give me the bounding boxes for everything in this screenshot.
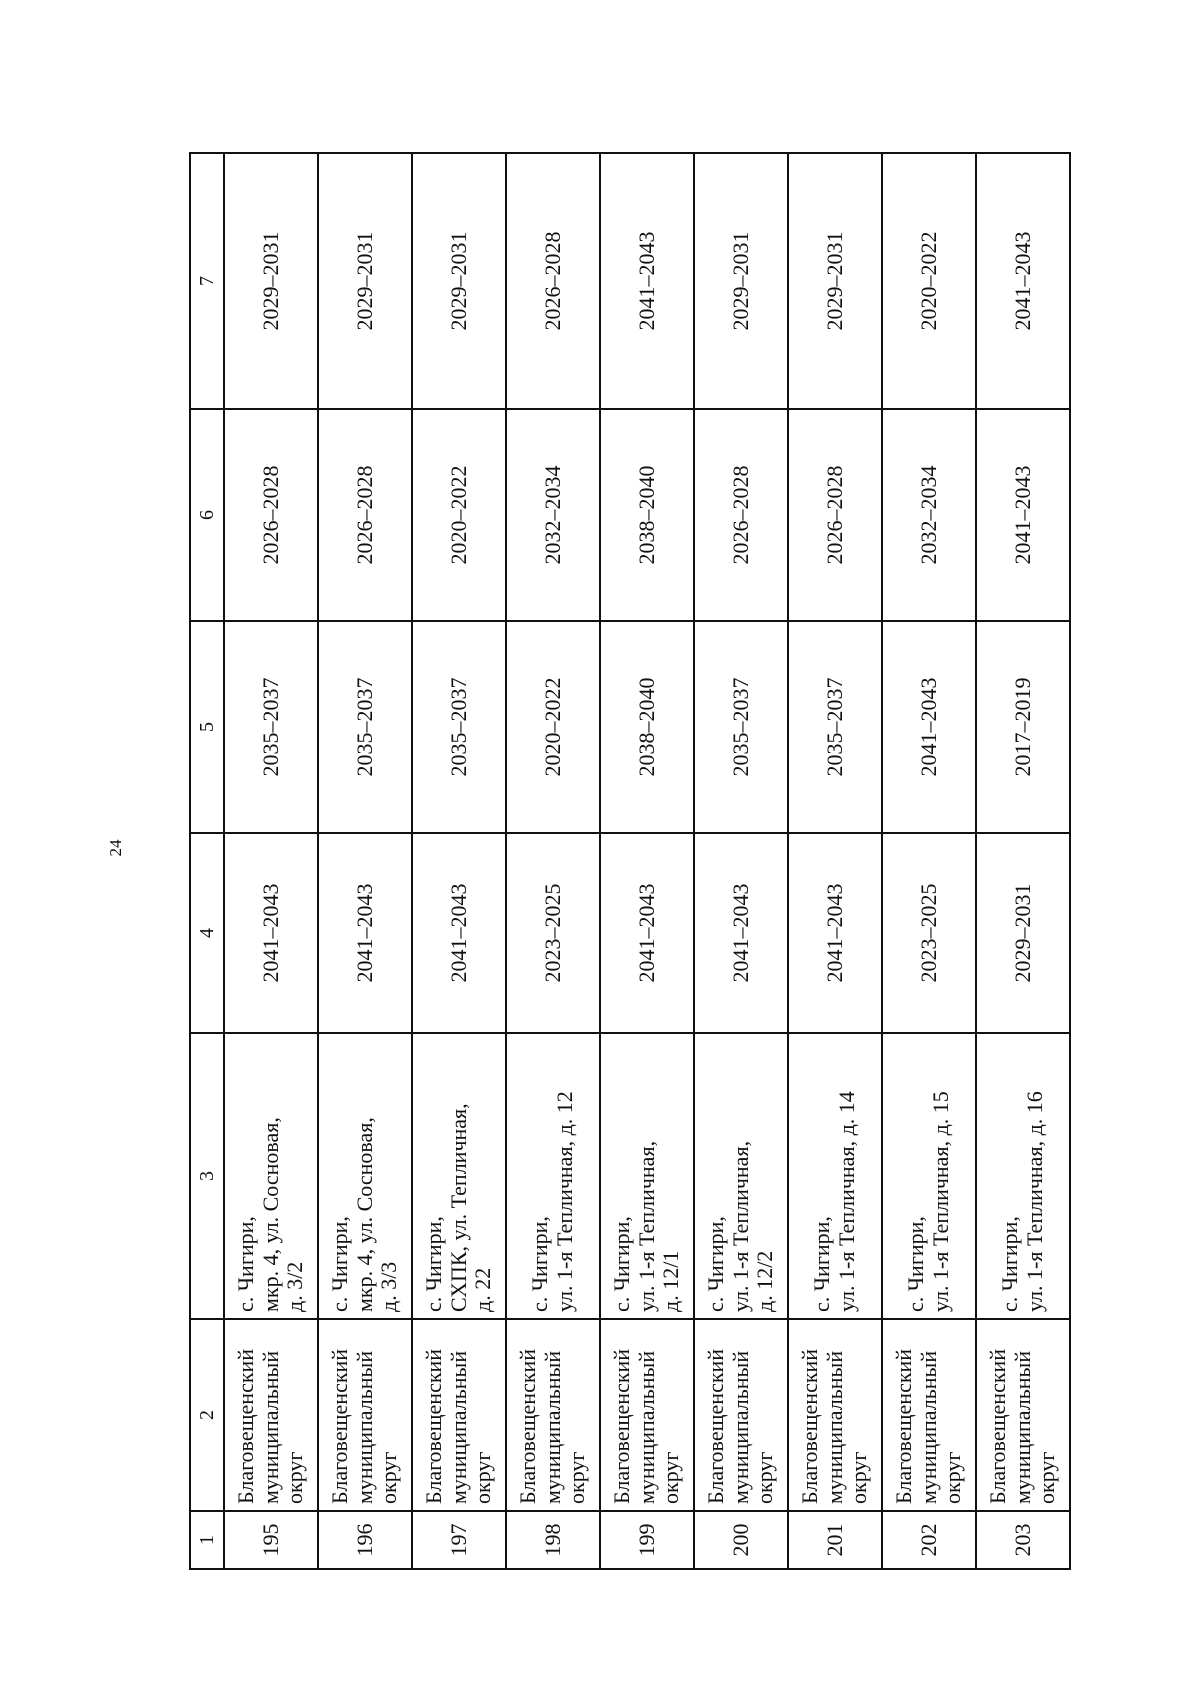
period-cell: 2035–2037	[412, 621, 506, 833]
table-row	[882, 153, 976, 1569]
period-cell: 2020–2022	[412, 409, 506, 621]
column-header: 1	[190, 1511, 224, 1569]
period-cell: 2035–2037	[788, 621, 882, 833]
table-row	[412, 153, 506, 1569]
period-cell: 2029–2031	[976, 833, 1070, 1033]
page-number: 24	[106, 839, 125, 857]
period-cell: 2026–2028	[694, 409, 788, 621]
row-number: 203	[976, 1511, 1070, 1569]
period-cell: 2038–2040	[600, 409, 694, 621]
address-cell: с. Чигири, ул. 1-я Тепличная, д. 12/2	[694, 1033, 788, 1319]
table-row	[694, 153, 788, 1569]
district-cell: Благовещенский муниципальный округ	[318, 1319, 412, 1511]
period-cell: 2026–2028	[318, 409, 412, 621]
period-cell: 2041–2043	[694, 833, 788, 1033]
rotated-table	[189, 154, 1071, 1570]
address-cell: с. Чигири, ул. 1-я Тепличная, д. 16	[976, 1033, 1070, 1319]
address-cell: с. Чигири, мкр. 4, ул. Сосновая, д. 3/2	[224, 1033, 318, 1319]
period-cell: 2041–2043	[882, 621, 976, 833]
period-cell: 2041–2043	[788, 833, 882, 1033]
column-header: 2	[190, 1319, 224, 1511]
period-cell: 2041–2043	[976, 153, 1070, 409]
period-cell: 2041–2043	[412, 833, 506, 1033]
district-cell: Благовещенский муниципальный округ	[600, 1319, 694, 1511]
column-header: 5	[190, 621, 224, 833]
period-cell: 2032–2034	[506, 409, 600, 621]
period-cell: 2035–2037	[224, 621, 318, 833]
column-header: 6	[190, 409, 224, 621]
row-number: 196	[318, 1511, 412, 1569]
table-header-row	[190, 153, 224, 1569]
period-cell: 2035–2037	[694, 621, 788, 833]
address-cell: с. Чигири, мкр. 4, ул. Сосновая, д. 3/3	[318, 1033, 412, 1319]
period-cell: 2023–2025	[506, 833, 600, 1033]
table-row	[788, 153, 882, 1569]
period-cell: 2041–2043	[318, 833, 412, 1033]
table-row	[976, 153, 1070, 1569]
period-cell: 2029–2031	[318, 153, 412, 409]
period-cell: 2035–2037	[318, 621, 412, 833]
district-cell: Благовещенский муниципальный округ	[412, 1319, 506, 1511]
period-cell: 2023–2025	[882, 833, 976, 1033]
district-cell: Благовещенский муниципальный округ	[224, 1319, 318, 1511]
address-cell: с. Чигири, ул. 1-я Тепличная, д. 15	[882, 1033, 976, 1319]
period-cell: 2026–2028	[506, 153, 600, 409]
period-cell: 2041–2043	[600, 153, 694, 409]
row-number: 199	[600, 1511, 694, 1569]
period-cell: 2029–2031	[224, 153, 318, 409]
period-cell: 2020–2022	[882, 153, 976, 409]
period-cell: 2026–2028	[788, 409, 882, 621]
period-cell: 2029–2031	[788, 153, 882, 409]
row-number: 200	[694, 1511, 788, 1569]
row-number: 201	[788, 1511, 882, 1569]
table-row	[506, 153, 600, 1569]
period-cell: 2038–2040	[600, 621, 694, 833]
period-cell: 2029–2031	[412, 153, 506, 409]
district-cell: Благовещенский муниципальный округ	[788, 1319, 882, 1511]
table-row	[318, 153, 412, 1569]
row-number: 195	[224, 1511, 318, 1569]
period-cell: 2041–2043	[224, 833, 318, 1033]
period-cell: 2041–2043	[976, 409, 1070, 621]
schedule-table	[189, 152, 1071, 1570]
table-row	[600, 153, 694, 1569]
period-cell: 2032–2034	[882, 409, 976, 621]
period-cell: 2017–2019	[976, 621, 1070, 833]
address-cell: с. Чигири, СХПК, ул. Тепличная, д. 22	[412, 1033, 506, 1319]
period-cell: 2041–2043	[600, 833, 694, 1033]
table-row	[224, 153, 318, 1569]
period-cell: 2029–2031	[694, 153, 788, 409]
district-cell: Благовещенский муниципальный округ	[694, 1319, 788, 1511]
column-header: 3	[190, 1033, 224, 1319]
district-cell: Благовещенский муниципальный округ	[882, 1319, 976, 1511]
column-header: 7	[190, 153, 224, 409]
period-cell: 2026–2028	[224, 409, 318, 621]
address-cell: с. Чигири, ул. 1-я Тепличная, д. 12/1	[600, 1033, 694, 1319]
district-cell: Благовещенский муниципальный округ	[976, 1319, 1070, 1511]
row-number: 202	[882, 1511, 976, 1569]
address-cell: с. Чигири, ул. 1-я Тепличная, д. 12	[506, 1033, 600, 1319]
address-cell: с. Чигири, ул. 1-я Тепличная, д. 14	[788, 1033, 882, 1319]
district-cell: Благовещенский муниципальный округ	[506, 1319, 600, 1511]
row-number: 198	[506, 1511, 600, 1569]
column-header: 4	[190, 833, 224, 1033]
period-cell: 2020–2022	[506, 621, 600, 833]
row-number: 197	[412, 1511, 506, 1569]
table-container	[189, 154, 1071, 1570]
